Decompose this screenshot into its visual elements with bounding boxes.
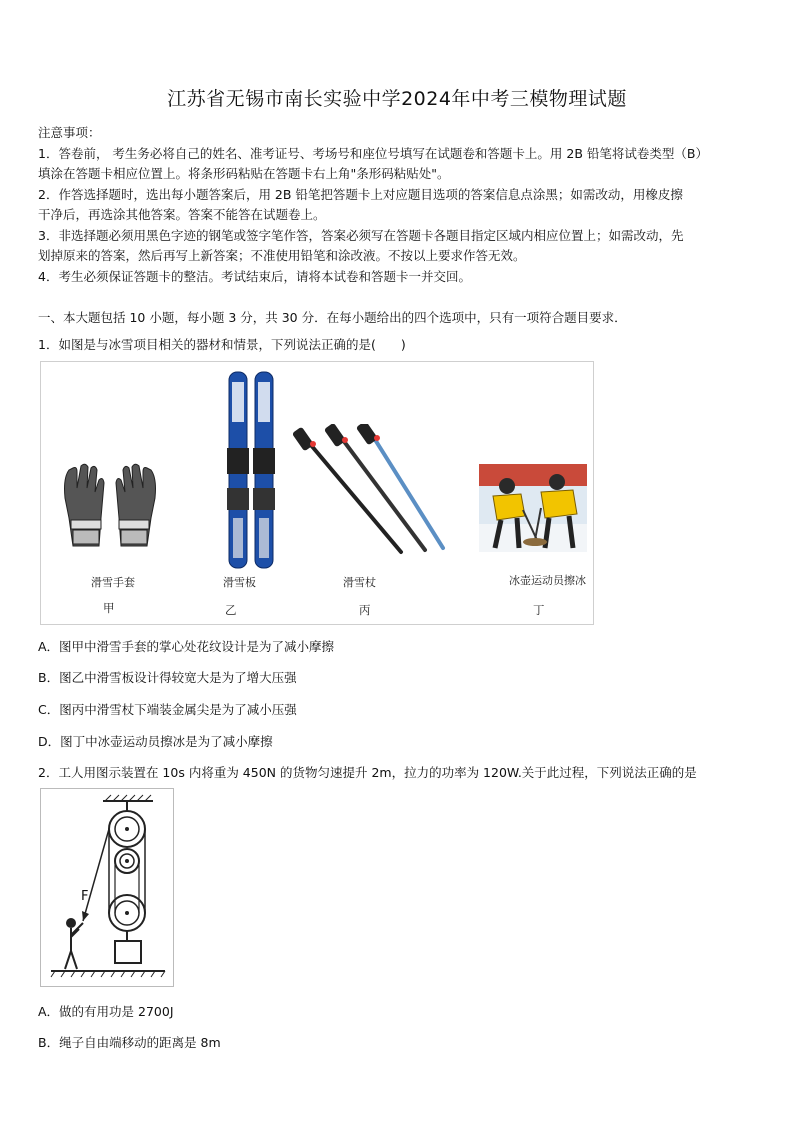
notes-line: 4．考生必须保证答题卡的整洁。考试结束后，请将本试卷和答题卡一并交回。 (38, 268, 471, 284)
pulley-figure (40, 788, 174, 987)
page-title: 江苏省无锡市南长实验中学2024年中考三模物理试题 (167, 88, 627, 110)
caption-skis: 滑雪板 (223, 576, 256, 589)
question-2-option-a: A．做的有用功是 2700J (38, 1004, 174, 1019)
label-jia: 甲 (103, 601, 115, 615)
notes-line: 3．非选择题必须用黑色字迹的钢笔或签字笔作答，答案必须写在答题卡各题目指定区域内相应位置上；如需改动，先 (38, 227, 684, 243)
skis-image (221, 368, 281, 573)
caption-curling: 冰壶运动员擦冰 (509, 574, 586, 587)
curling-image (479, 464, 587, 552)
label-bing: 丙 (359, 603, 371, 617)
notes-section (38, 123, 760, 287)
question-1-option-c: C．图丙中滑雪杖下端装金属尖是为了减小压强 (38, 702, 297, 717)
label-ding: 丁 (533, 603, 545, 617)
ski-gloves-image (55, 458, 165, 558)
notes-line: 填涂在答题卡相应位置上。将条形码粘贴在答题卡右上角"条形码粘贴处"。 (38, 166, 450, 181)
notes-line: 2．作答选择题时，选出每小题答案后，用 2B 铅笔把答题卡上对应题目选项的答案信息点涂黑；如需改动，用橡皮擦 (38, 186, 683, 202)
question-1-option-a: A．图甲中滑雪手套的掌心处花纹设计是为了减小摩擦 (38, 639, 335, 654)
question-2-stem: 2．工人用图示装置在 10s 内将重为 450N 的货物匀速提升 2m，拉力的功率为 120W.关于此过程，下列说法正确的是 (38, 765, 697, 780)
question-1-stem: 1．如图是与冰雪项目相关的器材和情景，下列说法正确的是( ) (38, 337, 406, 352)
notes-line: 干净后，再选涂其他答案。答案不能答在试题卷上。 (38, 207, 326, 222)
force-label: F (81, 889, 89, 904)
notes-heading: 注意事项： (38, 125, 101, 140)
question-1-option-b: B．图乙中滑雪板设计得较宽大是为了增大压强 (38, 670, 297, 685)
question-1-option-d: D．图丁中冰壶运动员擦冰是为了减小摩擦 (38, 734, 273, 749)
pulley-diagram (41, 789, 173, 986)
label-yi: 乙 (225, 603, 237, 617)
notes-line: 1．答卷前， 考生务必将自己的姓名、准考证号、考场号和座位号填写在试题卷和答题卡上。用 2B 铅笔将试卷类型（B） (38, 145, 708, 161)
ski-poles-image (291, 424, 451, 559)
question-2-option-b: B．绳子自由端移动的距离是 8m (38, 1035, 221, 1050)
caption-gloves: 滑雪手套 (91, 576, 135, 589)
notes-line: 划掉原来的答案，然后再写上新答案；不准使用铅笔和涂改液。不按以上要求作答无效。 (38, 248, 526, 263)
section-heading: 一、本大题包括 10 小题，每小题 3 分，共 30 分．在每小题给出的四个选项中，只有一项符合题目要求． (38, 310, 627, 325)
caption-poles: 滑雪杖 (343, 576, 376, 589)
question-1-figure (40, 361, 594, 625)
